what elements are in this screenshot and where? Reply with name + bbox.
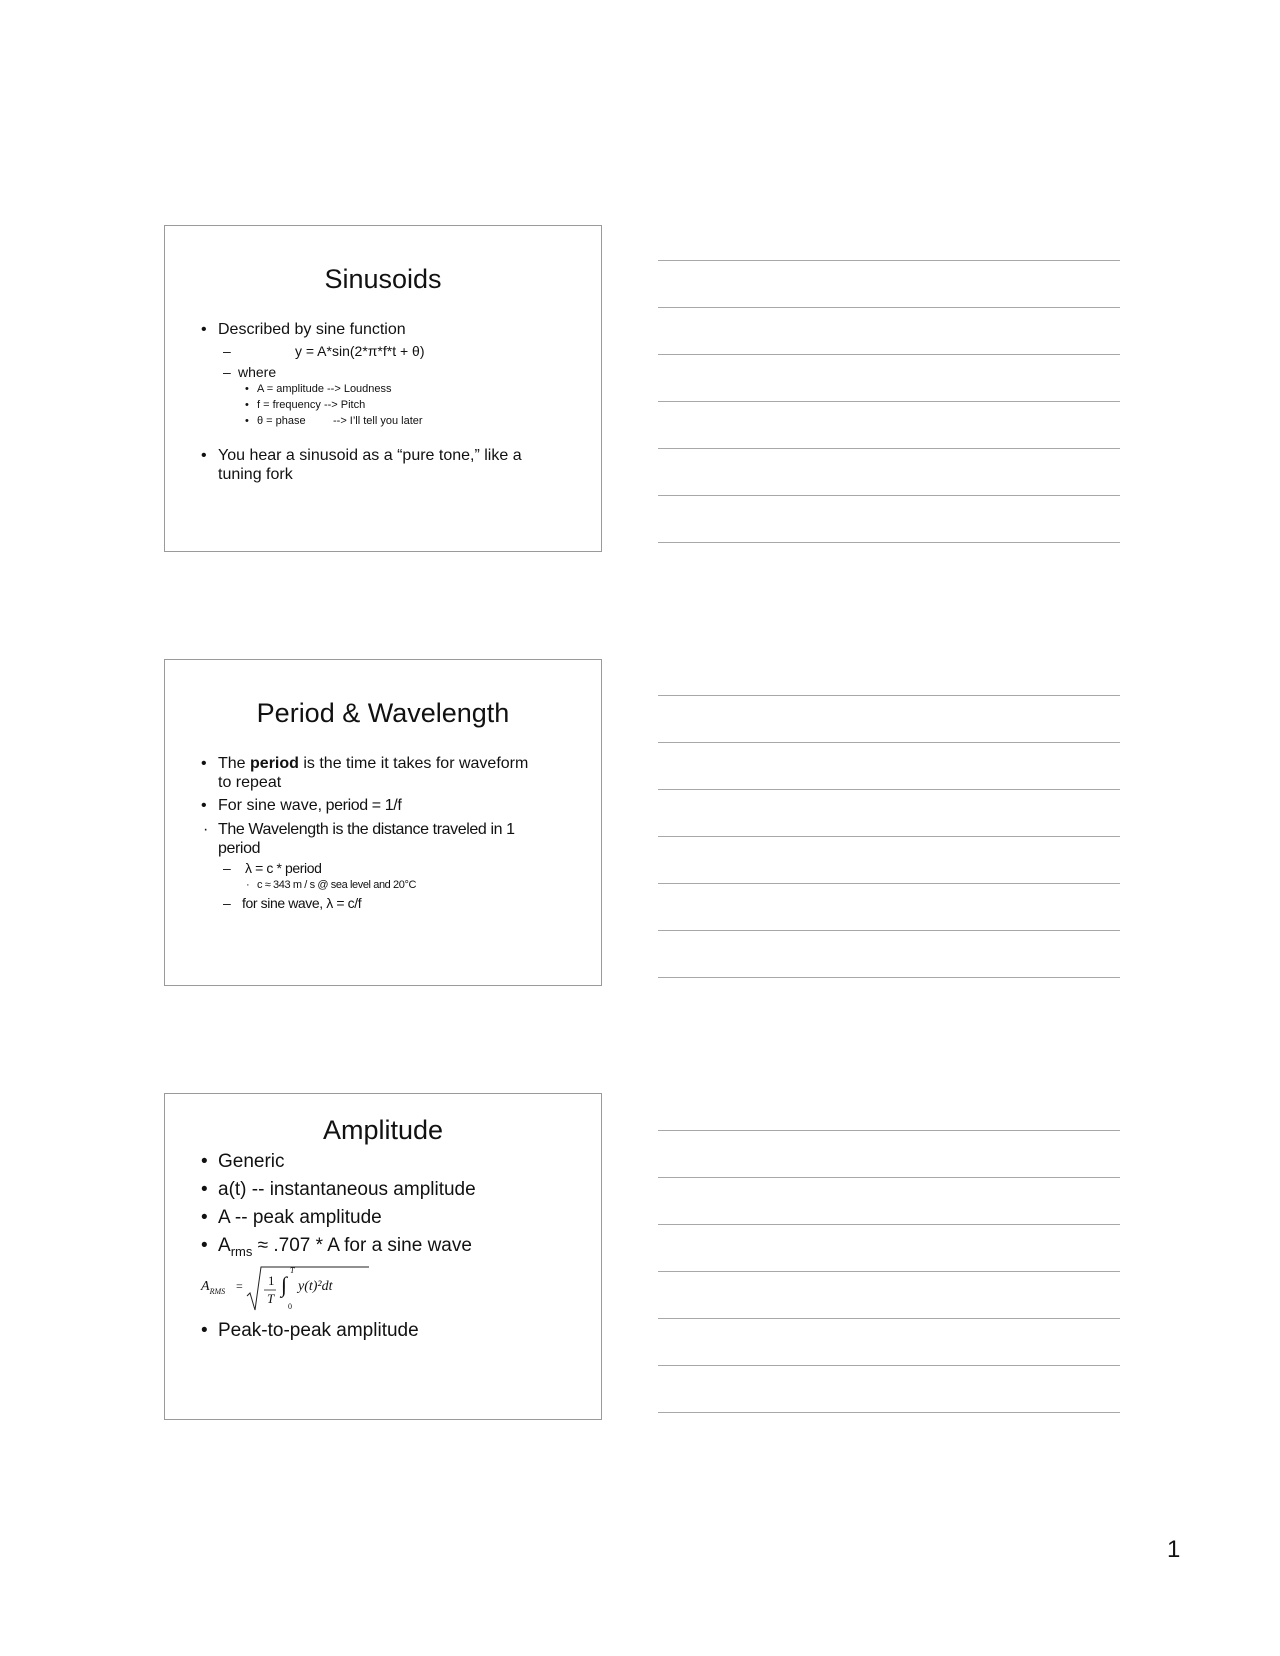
note-line [658, 542, 1120, 543]
bullet-dot: • [245, 383, 249, 395]
sub-sub-text: --> I’ll tell you later [333, 415, 423, 427]
bullet-dot: • [201, 1320, 208, 1341]
dash-marker: – [223, 860, 231, 876]
formula-numerator: 1 [268, 1273, 275, 1288]
bullet-text: For sine wave, period = 1/f [218, 797, 402, 814]
bullet-dot: • [201, 1235, 208, 1256]
bullet-text: A -- peak amplitude [218, 1207, 382, 1228]
bullet-dot: • [245, 415, 249, 427]
bullet-dot: • [201, 447, 207, 464]
note-line [658, 742, 1120, 743]
note-line [658, 836, 1120, 837]
sub-sub-text: f = frequency --> Pitch [257, 399, 366, 411]
note-line [658, 495, 1120, 496]
page-number: 1 [1167, 1536, 1181, 1563]
slide-title: Sinusoids [324, 264, 442, 294]
note-line [658, 307, 1120, 308]
dash-marker: – [223, 895, 231, 911]
sub-bullet-text: for sine wave, λ = c/f [242, 895, 362, 911]
bullet-dot: • [201, 321, 207, 338]
note-line [658, 930, 1120, 931]
rms-formula [201, 1264, 341, 1316]
formula-equals: = [236, 1279, 243, 1293]
bullet-text: The period is the time it takes for waveform [218, 755, 529, 772]
note-line [658, 1177, 1120, 1178]
formula-lhs: $A_{RMS}$ [201, 1279, 226, 1296]
note-line [658, 883, 1120, 884]
sub-sub-text: A = amplitude --> Loudness [257, 383, 392, 395]
bullet-text: You hear a sinusoid as a “pure tone,” like a [218, 447, 522, 464]
sub-bullet-text: λ = c * period [245, 860, 322, 876]
bullet-dot: · [203, 821, 208, 838]
note-line [658, 1224, 1120, 1225]
bullet-text: to repeat [218, 774, 282, 791]
note-line [658, 1271, 1120, 1272]
integral-sign: ∫ [281, 1272, 288, 1297]
note-line [658, 1130, 1120, 1131]
formula-integrand: y(t)²dt [298, 1279, 333, 1294]
bullet-dot: • [201, 1207, 208, 1228]
note-line [658, 1365, 1120, 1366]
bullet-text: $A_{rms} \approx .707 * A$ for a sine wave [218, 1235, 472, 1259]
bullet-text: a(t) -- instantaneous amplitude [218, 1179, 476, 1200]
slide-amplitude [164, 1093, 602, 1420]
bullet-text: The Wavelength is the distance traveled in 1 [218, 821, 515, 838]
bullet-dot: • [201, 1151, 208, 1172]
equation: y = A*sin(2*π*f*t + θ) [295, 343, 425, 359]
note-line [658, 354, 1120, 355]
sub-sub-text: c ≈ 343 m / s @ sea level and 20°C [257, 879, 417, 891]
bullet-dot: • [201, 755, 207, 772]
slide-title: Amplitude [322, 1115, 444, 1145]
slide-sinusoids [164, 225, 602, 552]
note-line [658, 977, 1120, 978]
sub-sub-text: θ = phase [257, 415, 306, 427]
formula-denominator: T [267, 1291, 275, 1306]
note-line [658, 1412, 1120, 1413]
integral-upper: T [290, 1266, 295, 1275]
slide-title: Period & Wavelength [256, 698, 510, 728]
note-line [658, 260, 1120, 261]
bullet-dot: • [201, 1179, 208, 1200]
bullet-text: Generic [218, 1151, 285, 1172]
bullet-text: tuning fork [218, 466, 293, 483]
note-line [658, 1318, 1120, 1319]
bullet-dot: • [201, 797, 207, 814]
bullet-text: Peak-to-peak amplitude [218, 1320, 419, 1341]
note-line [658, 789, 1120, 790]
bullet-text: period [218, 840, 261, 857]
slide-period-wavelength [164, 659, 602, 986]
note-line [658, 401, 1120, 402]
bullet-text: Described by sine function [218, 321, 406, 338]
sub-bullet-text: where [238, 364, 277, 380]
bullet-dot: • [245, 399, 249, 411]
note-line [658, 448, 1120, 449]
integral-lower: 0 [288, 1302, 292, 1311]
bullet-dot: · [246, 879, 250, 891]
note-line [658, 695, 1120, 696]
dash-marker: – [223, 343, 231, 359]
dash-marker: – [223, 364, 231, 380]
